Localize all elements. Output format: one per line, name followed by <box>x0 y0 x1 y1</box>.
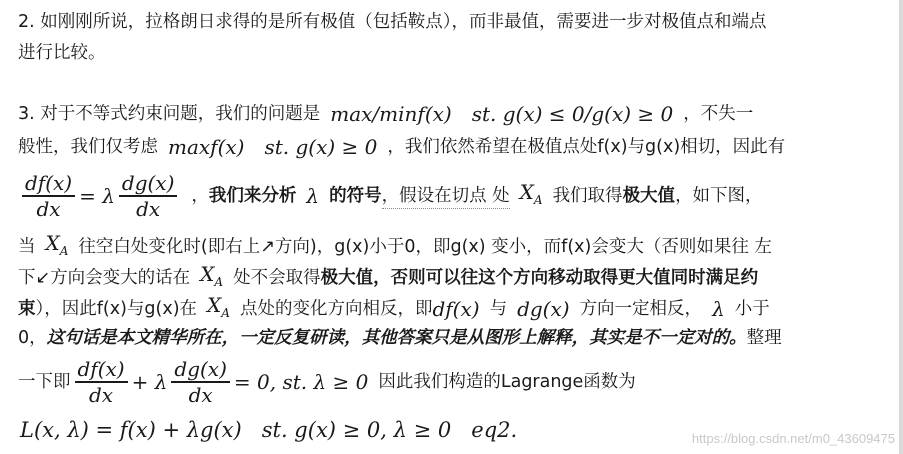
math-XA: $X_A$ <box>45 231 69 258</box>
math-lagrangian-eq2: L(x, λ) = f(x) + λg(x) st. g(x) ≥ 0, λ ≥ 0 eq2. <box>20 418 518 442</box>
bold-text: 束 <box>18 299 36 319</box>
fraction-dg-dx <box>171 357 230 406</box>
text: 般性，我们仅考虑 <box>18 137 158 157</box>
numerator: dg(x) <box>174 357 227 382</box>
paragraph-2-line-1 <box>18 102 753 126</box>
fraction-dg-dx <box>119 171 178 220</box>
text: 往空白处变化时(即右上↗方向)，g(x)小于0，即g(x) 变小，而f(x)会变大（否则如果往 左 <box>78 237 772 257</box>
text: 进行比较。 <box>18 43 106 63</box>
text: ），因此f(x)与g(x)在 <box>35 299 198 319</box>
bold-text: 极大值，否则可以往这个方向移动取得更大值同时满足约 <box>320 268 759 288</box>
watermark: https://blog.csdn.net/m0_43609475 <box>691 431 895 446</box>
text: 下↙方向会变大的话在 <box>18 268 191 288</box>
paragraph-2-line-2 <box>18 135 785 159</box>
paragraph-2-line-4 <box>18 231 772 263</box>
text: 小于 <box>734 299 770 319</box>
text: ，如下图， <box>675 186 763 206</box>
text: 处不会取得 <box>233 268 321 288</box>
paragraph-2-line-3 <box>18 168 763 224</box>
paragraph-1-line-1 <box>18 10 767 34</box>
denominator: dx <box>36 196 61 221</box>
paragraph-2-line-7 <box>18 326 782 350</box>
bold-text: 极大值 <box>622 186 676 206</box>
bold-text: 的符号 <box>329 186 382 206</box>
math-XA: $X_A$ <box>519 180 543 207</box>
math-kkt-condition: = 0, st. λ ≥ 0 <box>233 370 369 394</box>
math-df: df(x) <box>432 297 480 321</box>
math-dg: dg(x) <box>517 297 570 321</box>
text: ， <box>191 186 209 206</box>
text: 点处的变化方向相反，即 <box>239 299 433 319</box>
denominator: dx <box>188 382 213 407</box>
numerator: df(x) <box>25 171 73 196</box>
math-XA: $X_A$ <box>207 293 230 320</box>
underlined-text: ，假设在切点 处 <box>382 184 510 209</box>
numerator: dg(x) <box>121 171 175 196</box>
denominator: dx <box>89 382 114 407</box>
text: 方向一定相反， <box>579 299 703 319</box>
math-constraint: st. g(x) ≥ 0 <box>264 135 378 159</box>
bold-italic-text: 这句话是本文精华所在，一定反复研读，其他答案只是从图形上解释，其实是不一定对的。 <box>46 328 747 348</box>
math-plus-lambda: + λ <box>131 370 168 394</box>
math-XA: $X_A$ <box>200 262 224 289</box>
paragraph-2-line-6 <box>18 293 770 325</box>
text: 因此我们构造的Lagrange函数为 <box>378 372 636 392</box>
fraction-df-dx <box>75 357 128 406</box>
scrollbar[interactable] <box>899 0 903 454</box>
text: 0， <box>18 328 47 348</box>
math-equals-lambda: = λ <box>79 184 115 208</box>
fraction-df-dx <box>22 171 75 220</box>
math-lambda: λ <box>712 297 725 321</box>
paragraph-2-line-9 <box>20 418 517 442</box>
paragraph-2-line-5 <box>18 262 758 294</box>
text: 我们取得 <box>552 186 623 206</box>
text: 与 <box>489 299 508 319</box>
text: ，不失一 <box>683 104 754 124</box>
numerator: df(x) <box>77 357 125 382</box>
paragraph-2-line-8 <box>18 352 636 412</box>
text: 3. 对于不等式约束问题，我们的问题是 <box>18 104 321 124</box>
text: 一下即 <box>18 372 71 392</box>
math-objective: max/minf(x) <box>330 102 452 126</box>
math-objective: maxf(x) <box>168 135 245 159</box>
text: 整理 <box>746 328 782 348</box>
bold-text: 我们来分析 <box>208 186 297 206</box>
text: 当 <box>18 237 36 257</box>
denominator: dx <box>136 196 161 221</box>
math-lambda: λ <box>306 184 320 208</box>
paragraph-1-line-2 <box>18 41 106 65</box>
math-constraint: st. g(x) ≤ 0/g(x) ≥ 0 <box>471 102 674 126</box>
text: ，我们依然希望在极值点处f(x)与g(x)相切，因此有 <box>387 137 786 157</box>
text: 2. 如刚刚所说，拉格朗日求得的是所有极值（包括鞍点），而非最值，需要进一步对极值点和端点 <box>18 12 767 32</box>
